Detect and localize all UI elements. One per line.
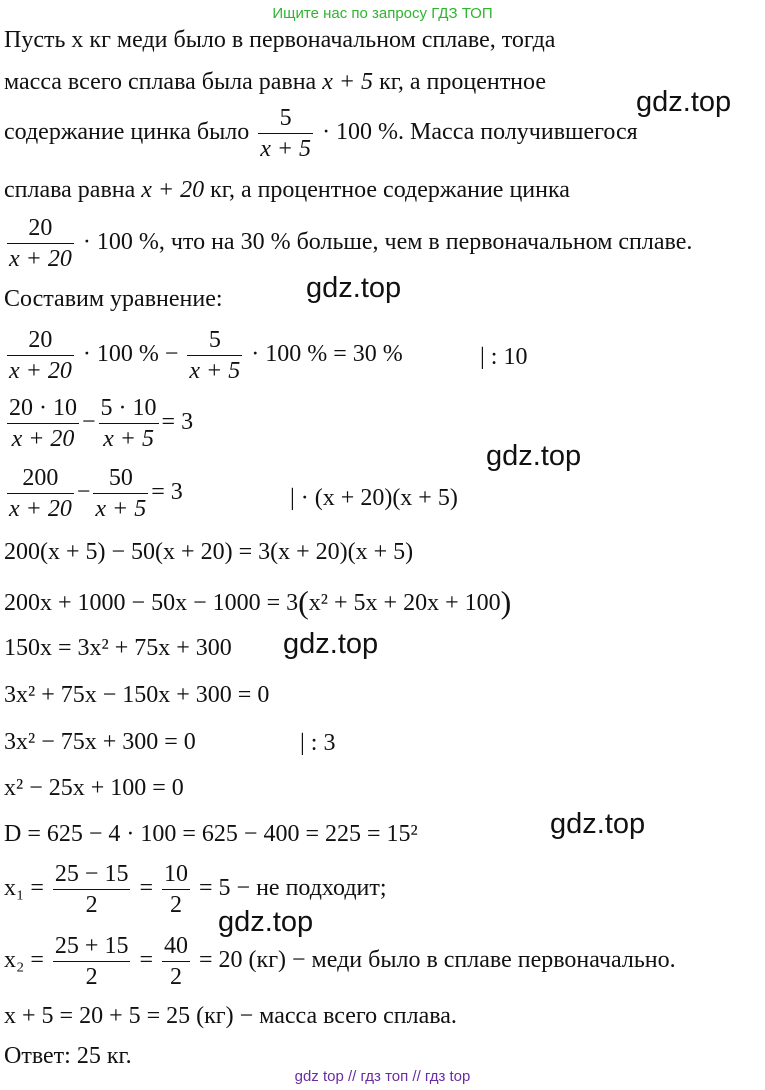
- fraction-numerator: 10: [164, 861, 188, 887]
- text-segment: · 100 %. Масса получившегося: [322, 119, 638, 146]
- answer-line: Ответ: 25 кг.: [4, 1043, 132, 1069]
- fraction-denominator: x + 20: [7, 423, 79, 451]
- fraction-numerator: 25 + 15: [54, 933, 129, 959]
- fraction-denominator: 2: [53, 889, 131, 917]
- divide-note: | : 10: [480, 344, 528, 370]
- text-segment: =: [139, 875, 153, 902]
- equation-2: [4, 396, 193, 451]
- watermark: gdz.top: [218, 906, 314, 938]
- equation-3: [4, 466, 183, 521]
- equation-7: 3x² + 75x − 150x + 300 = 0: [4, 682, 270, 708]
- equation-10: D = 625 − 4 · 100 = 625 − 400 = 225 = 15²: [4, 821, 418, 847]
- fraction: [7, 466, 74, 521]
- equation-13: x + 5 = 20 + 5 = 25 (кг) − масса всего сплава.: [4, 1003, 457, 1029]
- footer-links[interactable]: gdz top // гдз топ // гдз top: [294, 1068, 471, 1085]
- text-segment: 200x + 1000 − 50x − 1000 = 3: [4, 590, 299, 616]
- equation-4: 200(x + 5) − 50(x + 20) = 3(x + 20)(x + 5): [4, 539, 414, 565]
- fraction-denominator: x + 5: [93, 493, 148, 521]
- fraction-denominator: 2: [162, 961, 190, 989]
- text-segment: масса всего сплава была равна: [4, 69, 323, 95]
- fraction-numerator: 20: [28, 327, 53, 353]
- text-segment: кг, а процентное: [373, 69, 546, 95]
- watermark: gdz.top: [486, 440, 582, 472]
- fraction-numerator: 20: [28, 215, 53, 241]
- text-segment: =: [139, 947, 153, 974]
- equation-8: 3x² − 75x + 300 = 0: [4, 729, 196, 755]
- text-segment: x² + 5x + 20x + 100: [308, 590, 501, 616]
- fraction-denominator: 2: [162, 889, 190, 917]
- fraction-numerator: 25 − 15: [54, 861, 129, 887]
- fraction-numerator: 5: [279, 105, 292, 131]
- fraction-denominator: x + 20: [7, 493, 74, 521]
- text-line-6: Составим уравнение:: [4, 286, 223, 312]
- fraction-numerator: 200: [22, 465, 59, 491]
- text-line-2: [4, 70, 546, 94]
- text-line-1: Пусть x кг меди было в первоначальном сплаве, тогда: [4, 27, 556, 53]
- fraction-denominator: 2: [53, 961, 131, 989]
- text-segment: · 100 %, что на 30 % больше, чем в первоначальном сплаве.: [82, 229, 693, 256]
- fraction: [93, 466, 148, 521]
- watermark: gdz.top: [550, 808, 646, 840]
- text-segment: x₁ =: [4, 875, 44, 902]
- text-segment: · 100 % = 30 %: [251, 341, 403, 368]
- fraction-denominator: x + 20: [7, 243, 74, 271]
- text-segment: = 5 − не подходит;: [199, 875, 387, 902]
- root-x1: [4, 862, 387, 917]
- math-expression: x + 5: [322, 69, 374, 95]
- fraction: [7, 396, 79, 451]
- fraction-denominator: x + 5: [258, 133, 313, 161]
- watermark: gdz.top: [636, 86, 732, 118]
- text-line-4: [4, 178, 570, 202]
- fraction: [7, 216, 74, 271]
- text-segment: = 20 (кг) − меди было в сплаве первоначально.: [199, 947, 676, 974]
- fraction-numerator: 5: [208, 327, 221, 353]
- fraction-denominator: x + 20: [7, 355, 74, 383]
- equation-6: 150x = 3x² + 75x + 300: [4, 635, 232, 661]
- fraction: [162, 862, 190, 917]
- fraction-denominator: x + 5: [99, 423, 159, 451]
- fraction-numerator: 40: [164, 933, 188, 959]
- fraction: [258, 106, 313, 161]
- text-line-3: [4, 106, 638, 161]
- text-segment: сплава равна: [4, 177, 142, 203]
- fraction: [53, 862, 131, 917]
- text-segment: x₂ =: [4, 947, 44, 974]
- divide-note: | : 3: [300, 730, 336, 756]
- fraction: [7, 328, 74, 383]
- fraction: [162, 934, 190, 989]
- text-segment: −: [82, 409, 96, 436]
- fraction: [187, 328, 242, 383]
- root-x2: [4, 934, 676, 989]
- math-expression: x + 20: [141, 177, 205, 203]
- text-segment: = 3: [161, 409, 194, 436]
- fraction-numerator: 20 · 10: [9, 395, 77, 421]
- text-segment: кг, а процентное содержание цинка: [204, 177, 570, 203]
- fraction-numerator: 5 · 10: [100, 395, 157, 421]
- equation-5: [4, 586, 511, 618]
- watermark: gdz.top: [283, 628, 379, 660]
- fraction: [53, 934, 131, 989]
- text-segment: = 3: [151, 479, 183, 506]
- paren-close: ): [500, 584, 512, 620]
- text-segment: содержание цинка было: [4, 119, 250, 146]
- paren-open: (: [298, 584, 309, 620]
- equation-9: x² − 25x + 100 = 0: [4, 775, 184, 801]
- fraction-numerator: 50: [108, 465, 133, 491]
- multiply-note: | · (x + 20)(x + 5): [290, 485, 458, 511]
- watermark: gdz.top: [306, 272, 402, 304]
- fraction-denominator: x + 5: [187, 355, 242, 383]
- fraction: [99, 396, 159, 451]
- text-segment: −: [76, 479, 91, 506]
- text-line-5: [4, 216, 692, 271]
- equation-1: [4, 328, 403, 383]
- text-segment: · 100 % −: [82, 341, 179, 368]
- header-search-link[interactable]: Ищите нас по запросу ГДЗ ТОП: [272, 5, 493, 22]
